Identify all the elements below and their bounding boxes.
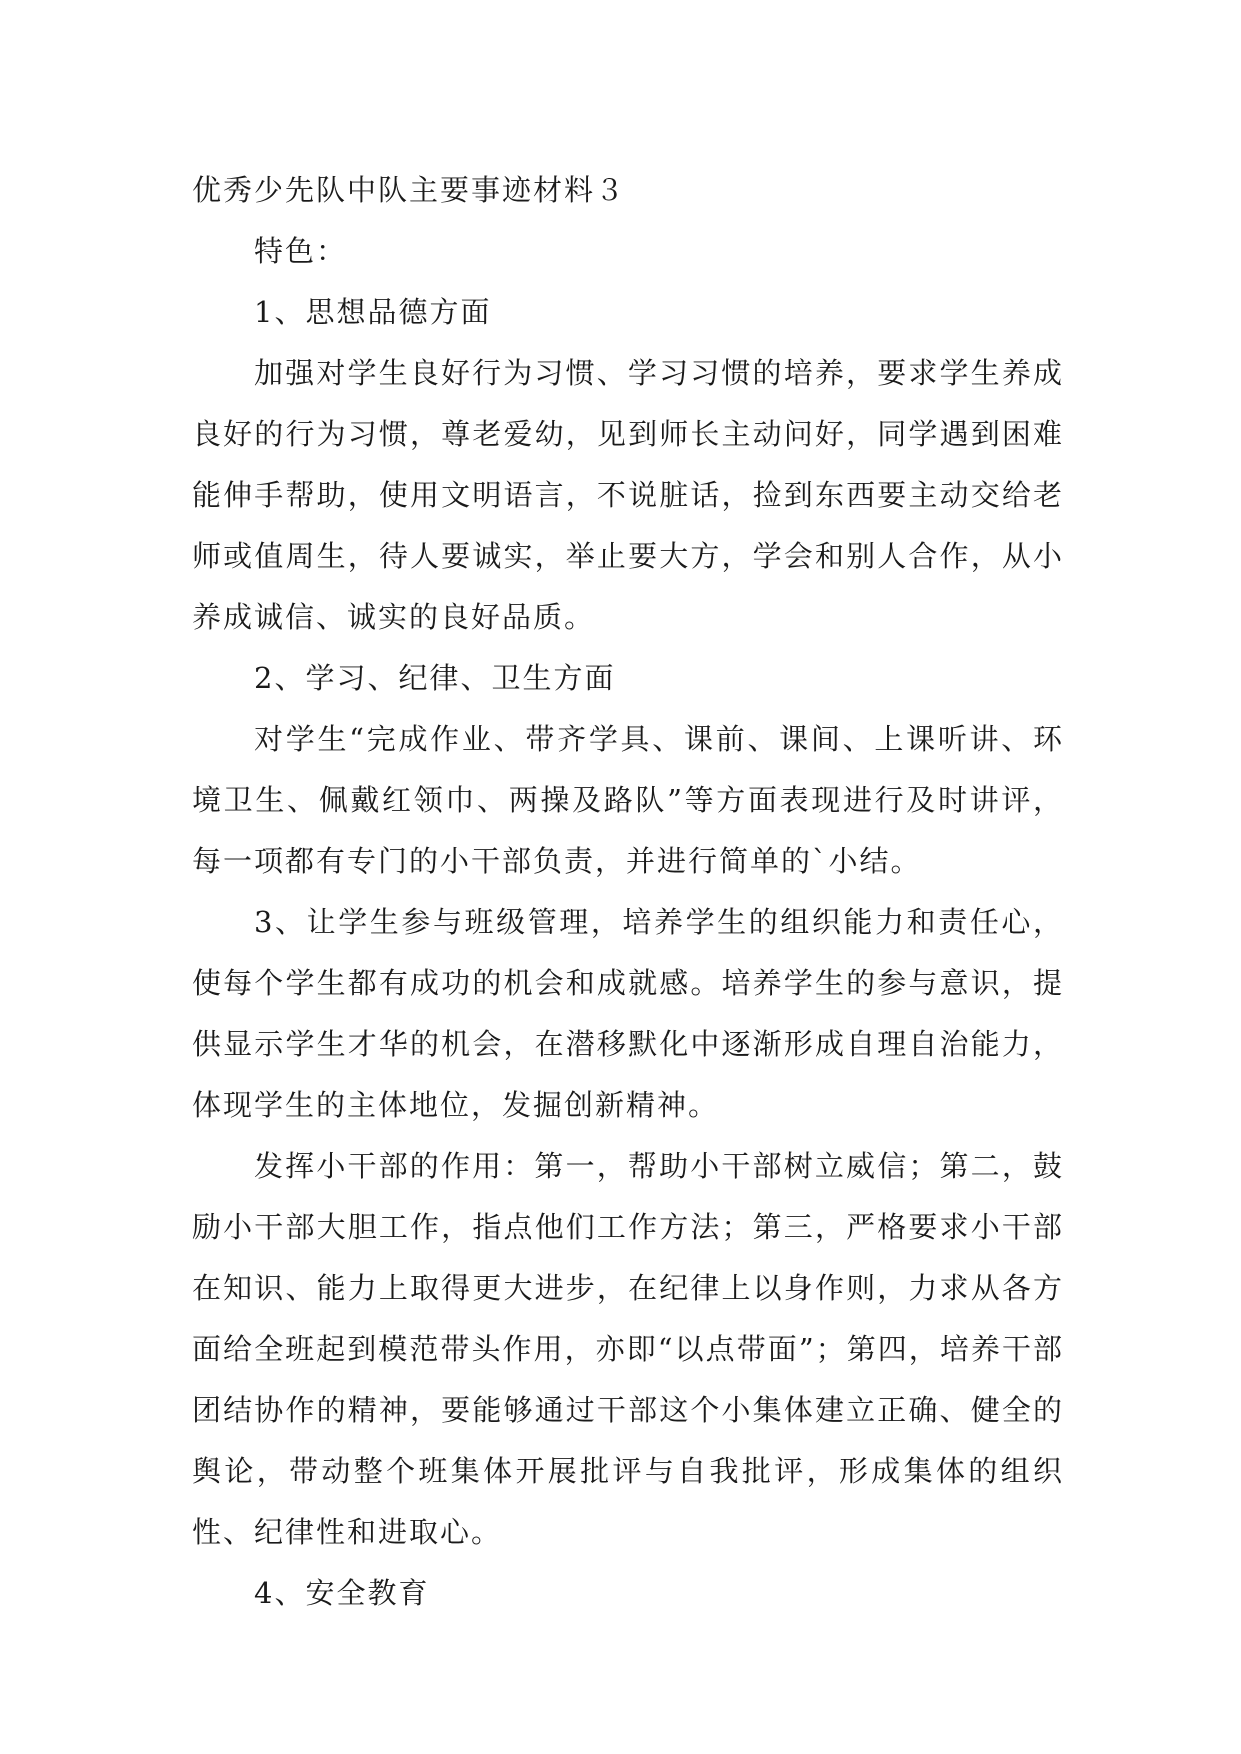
document-body [192,160,1064,1624]
paragraph-cadre-role: 发挥小干部的作用：第一，帮助小干部树立威信；第二，鼓励小干部大胆工作，指点他们工作方法；第三，严格要求小干部在知识、能力上取得更大进步，在纪律上以身作则，力求从各方面给全班起到模范带头作用，亦即“以点带面”；第四，培养干部团结协作的精神，要能够通过干部这个小集体建立正确、健全的舆论，带动整个班集体开展批评与自我批评，形成集体的组织性、纪律性和进取心。 [192,1149,1064,1549]
paragraph-evaluation: 对学生“完成作业、带齐学具、课前、课间、上课听讲、环境卫生、佩戴红领巾、两操及路队”等方面表现进行及时讲评，每一项都有专门的小干部负责，并进行简单的`小结。 [192,722,1064,878]
document-title: 优秀少先队中队主要事迹材料３ [192,173,627,207]
paragraph-class-management: 3、让学生参与班级管理，培养学生的组织能力和责任心，使每个学生都有成功的机会和成就感。培养学生的参与意识，提供显示学生才华的机会，在潜移默化中逐渐形成自理自治能力，体现学生的主体地位，发掘创新精神。 [192,905,1064,1122]
section-heading-safety: 4、安全教育 [254,1576,430,1610]
section-heading-moral: 1、思想品德方面 [254,295,492,329]
section-label-features: 特色： [254,234,348,268]
section-heading-study-discipline-hygiene: 2、学习、纪律、卫生方面 [254,661,616,695]
paragraph-moral-habits: 加强对学生良好行为习惯、学习习惯的培养，要求学生养成良好的行为习惯，尊老爱幼，见到师长主动问好，同学遇到困难能伸手帮助，使用文明语言，不说脏话，捡到东西要主动交给老师或值周生，待人要诚实，举止要大方，学会和别人合作，从小养成诚信、诚实的良好品质。 [192,356,1064,634]
